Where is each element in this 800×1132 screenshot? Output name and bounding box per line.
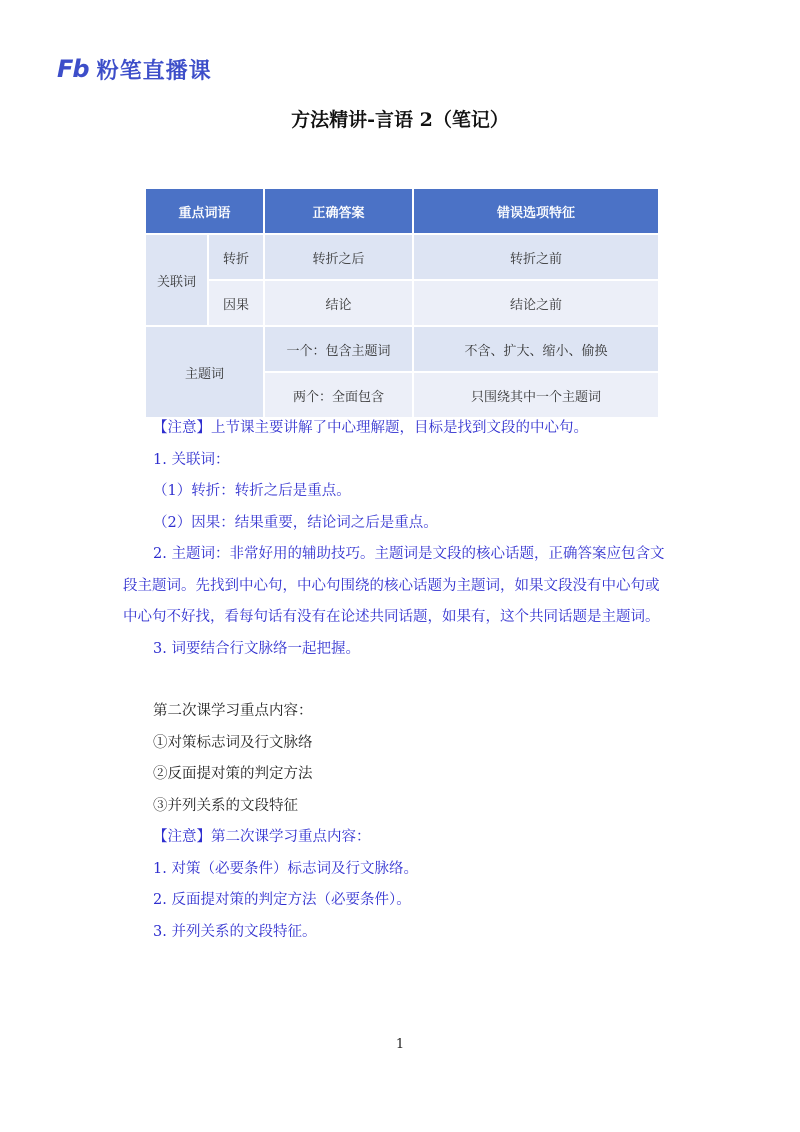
note-item: 3. 词要结合行文脉络一起把握。	[153, 640, 360, 657]
list-item: ③并列关系的文段特征	[153, 797, 298, 814]
cell-correct: 两个：全面包含	[264, 372, 413, 418]
header-correct: 正确答案	[264, 188, 413, 234]
section-heading: 第二次课学习重点内容：	[153, 703, 313, 719]
logo-text: 粉笔直播课	[96, 58, 212, 84]
cell-wrong: 不含、扩大、缩小、偷换	[413, 326, 659, 372]
cell-correct: 转折之后	[264, 234, 413, 280]
cell-correct: 一个：包含主题词	[264, 326, 413, 372]
note-paragraph: 【注意】上节课主要讲解了中心理解题，目标是找到文段的中心句。	[153, 420, 588, 436]
note-subitem: （2）因果：结果重要，结论词之后是重点。	[153, 514, 438, 531]
cell-wrong: 转折之前	[413, 234, 659, 280]
note-item: 1. 对策（必要条件）标志词及行文脉络。	[153, 860, 418, 877]
list-item: ②反面提对策的判定方法	[153, 766, 313, 782]
list-item: ①对策标志词及行文脉络	[153, 734, 313, 751]
header-wrong: 错误选项特征	[413, 188, 659, 234]
note-subitem: （1）转折：转折之后是重点。	[153, 483, 351, 499]
cell-wrong: 结论之前	[413, 280, 659, 326]
cell-group: 关联词	[145, 234, 208, 326]
cell-group: 主题词	[145, 326, 264, 418]
note-item: 2. 主题词：非常好用的辅助技巧。主题词是文段的核心话题，正确答案应包含文段主题词。先找到中心句，中心句围绕的核心话题为主题词，如果文段没有中心句或中心句不好找，看每句话有没有在论述共同话题，如果有，这个共同话题是主题词。	[123, 546, 665, 625]
cell-sub: 转折	[208, 234, 264, 280]
page-title: 方法精讲-言语 2（笔记）	[291, 109, 509, 131]
notes-body	[123, 413, 668, 948]
note-item: 3. 并列关系的文段特征。	[153, 923, 317, 940]
page-number: 1	[395, 1037, 405, 1052]
note-item: 1. 关联词：	[153, 451, 230, 468]
table-row	[145, 234, 659, 280]
logo-mark: Fb	[57, 55, 89, 83]
cell-wrong: 只围绕其中一个主题词	[413, 372, 659, 418]
header-keyword: 重点词语	[145, 188, 264, 234]
note-paragraph: 【注意】第二次课学习重点内容：	[153, 829, 371, 845]
table-row	[145, 280, 659, 326]
brand-logo	[57, 54, 212, 84]
table-header-row	[145, 188, 659, 234]
spacer	[123, 665, 668, 696]
cell-sub: 因果	[208, 280, 264, 326]
summary-table	[144, 187, 660, 419]
cell-correct: 结论	[264, 280, 413, 326]
note-item: 2. 反面提对策的判定方法（必要条件）。	[153, 892, 411, 908]
table-row	[145, 326, 659, 372]
